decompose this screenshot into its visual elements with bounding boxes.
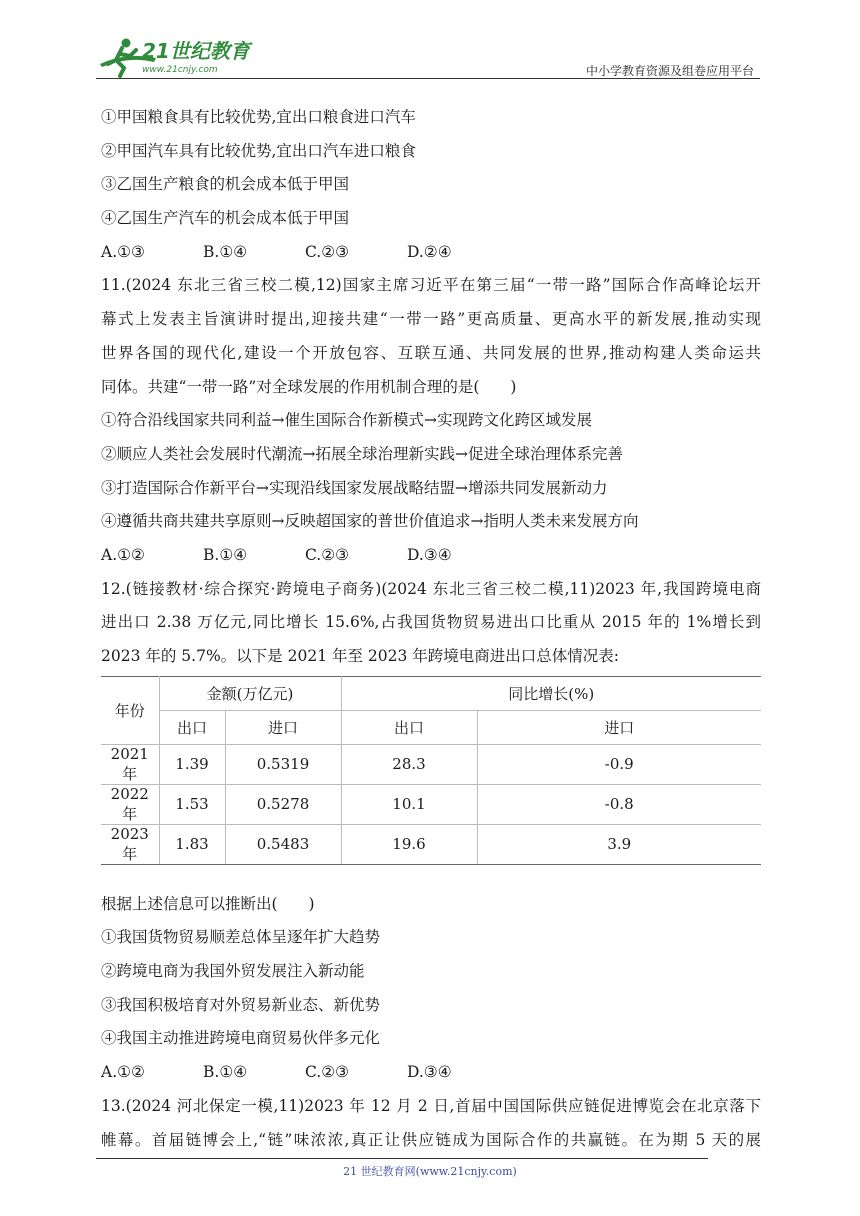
- q11-stem-line-3: 世界各国的现代化,建设一个开放包容、互联互通、共同发展的世界,推动构建人类命运共: [101, 343, 761, 362]
- row-amount-export: 1.83: [159, 824, 225, 864]
- row-growth-export: 10.1: [341, 784, 477, 824]
- q11-options: [101, 539, 761, 573]
- row-amount-import: 0.5483: [225, 824, 341, 864]
- q12-option-b: B.①④: [203, 1063, 248, 1082]
- q13-stem-line-1: 13.(2024 河北保定一模,11)2023 年 12 月 2 日,首届中国国际供应链促进博览会在北京落下: [101, 1096, 761, 1115]
- q11-stem-line-2: 幕式上发表主旨演讲时提出,迎接共建“一带一路”更高质量、更高水平的新发展,推动实现: [101, 310, 761, 329]
- q10-option-c: C.②③: [305, 242, 350, 261]
- row-amount-import: 0.5278: [225, 784, 341, 824]
- q12-options: [101, 1056, 761, 1090]
- row-year: 2023 年: [101, 824, 159, 864]
- q11-stem-line-1: 11.(2024 东北三省三校二模,12)国家主席习近平在第三届“一带一路”国际合作高峰论坛开: [101, 276, 761, 295]
- growth-import-header: 进口: [477, 710, 761, 744]
- header-divider: [96, 78, 760, 79]
- q10-option-a: A.①③: [101, 242, 145, 261]
- row-amount-export: 1.53: [159, 784, 225, 824]
- logo-url: www.21cnjy.com: [142, 65, 218, 75]
- cross-border-ecommerce-table: [101, 676, 761, 865]
- row-growth-export: 28.3: [341, 744, 477, 784]
- platform-tagline: 中小学教育资源及组卷应用平台: [585, 64, 754, 78]
- q11-option-b: B.①④: [203, 545, 248, 564]
- q12-option-c: C.②③: [305, 1063, 350, 1082]
- amount-header: 金额(万亿元): [159, 676, 341, 710]
- q12-item-2: ②跨境电商为我国外贸发展注入新动能: [101, 962, 365, 981]
- amount-import-header: 进口: [225, 710, 341, 744]
- row-year: 2022 年: [101, 784, 159, 824]
- q11-item-1: ①符合沿线国家共同利益→催生国际合作新模式→实现跨文化跨区域发展: [101, 411, 592, 430]
- q10-option-b: B.①④: [203, 242, 248, 261]
- q12-stem-line-1: 12.(链接教材·综合探究·跨境电子商务)(2024 东北三省三校二模,11)2023 年,我国跨境电商: [101, 579, 761, 598]
- q11-option-d: D.③④: [407, 545, 452, 564]
- row-growth-import: 3.9: [477, 824, 761, 864]
- q12-stem-line-2: 进出口 2.38 万亿元,同比增长 15.6%,占我国货物贸易进出口比重从 2015 年的 1%增长到: [101, 613, 761, 632]
- q11-item-4: ④遵循共商共建共享原则→反映超国家的普世价值追求→指明人类未来发展方向: [101, 512, 639, 531]
- q13-stem-line-2: 帷幕。首届链博会上,“链”味浓浓,真正让供应链成为国际合作的共赢链。在为期 5 天的展: [101, 1130, 761, 1149]
- table-header-row: [101, 676, 761, 710]
- q11-item-3: ③打造国际合作新平台→实现沿线国家发展战略结盟→增添共同发展新动力: [101, 478, 608, 497]
- row-amount-export: 1.39: [159, 744, 225, 784]
- q10-item-2: ②甲国汽车具有比较优势,宜出口汽车进口粮食: [101, 141, 416, 160]
- q12-option-d: D.③④: [407, 1063, 452, 1082]
- q10-item-4: ④乙国生产汽车的机会成本低于甲国: [101, 209, 350, 228]
- q10-item-3: ③乙国生产粮食的机会成本低于甲国: [101, 175, 350, 194]
- q12-stem-line-3: 2023 年的 5.7%。以下是 2021 年至 2023 年跨境电商进出口总体情况表:: [101, 647, 620, 665]
- footer-link[interactable]: 21 世纪教育网(www.21cnjy.com): [343, 1165, 517, 1178]
- amount-export-header: 出口: [159, 710, 225, 744]
- page-header: [96, 34, 760, 80]
- q11-item-2: ②顺应人类社会发展时代潮流→拓展全球治理新实践→促进全球治理体系完善: [101, 444, 623, 463]
- footer-divider: [96, 1158, 708, 1159]
- q10-option-d: D.②④: [407, 242, 452, 261]
- year-header: 年份: [101, 676, 159, 744]
- q12-item-4: ④我国主动推进跨境电商贸易伙伴多元化: [101, 1029, 381, 1048]
- site-logo: [96, 34, 266, 78]
- q12-question: 根据上述信息可以推断出( ): [101, 894, 315, 913]
- row-growth-import: -0.9: [477, 744, 761, 784]
- logo-text: 21世纪教育: [142, 39, 250, 63]
- table-subheader-row: [101, 710, 761, 744]
- table-row: [101, 784, 761, 824]
- q11-stem-line-4: 同体。共建“一带一路”对全球发展的作用机制合理的是( ): [101, 377, 517, 396]
- row-year: 2021 年: [101, 744, 159, 784]
- q10-options: [101, 236, 761, 270]
- q11-option-c: C.②③: [305, 545, 350, 564]
- row-growth-export: 19.6: [341, 824, 477, 864]
- row-amount-import: 0.5319: [225, 744, 341, 784]
- row-growth-import: -0.8: [477, 784, 761, 824]
- table-row: [101, 744, 761, 784]
- q10-item-1: ①甲国粮食具有比较优势,宜出口粮食进口汽车: [101, 108, 416, 126]
- q12-item-1: ①我国货物贸易顺差总体呈逐年扩大趋势: [101, 928, 381, 947]
- growth-export-header: 出口: [341, 710, 477, 744]
- growth-header: 同比增长(%): [341, 676, 761, 710]
- table-row: [101, 824, 761, 864]
- q11-option-a: A.①②: [101, 545, 145, 564]
- page-content: [101, 101, 761, 1157]
- q12-option-a: A.①②: [101, 1063, 145, 1082]
- q12-item-3: ③我国积极培育对外贸易新业态、新优势: [101, 995, 381, 1014]
